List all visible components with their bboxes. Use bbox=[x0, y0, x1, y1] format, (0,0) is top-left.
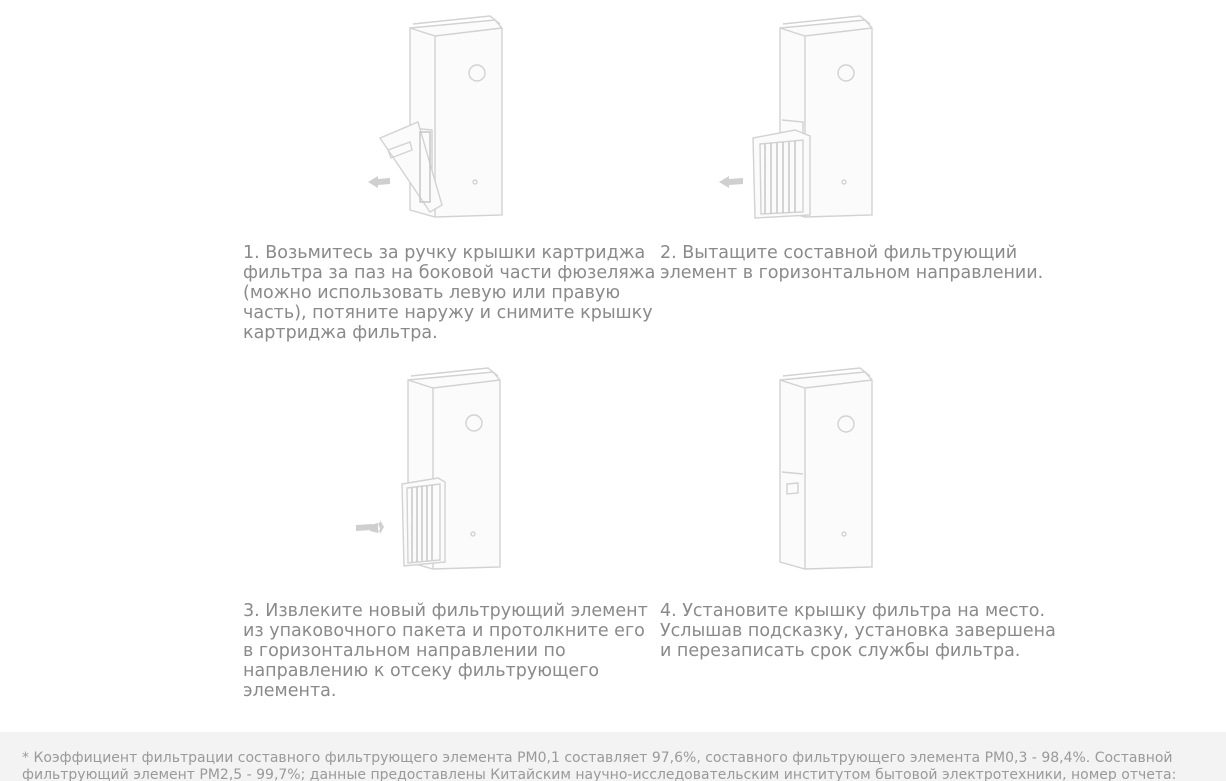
step-3-line-4: направлению к отсеку фильтрующего bbox=[243, 661, 600, 681]
step-3-line-1: 3. Извлеките новый фильтрующий элемент bbox=[243, 601, 648, 621]
step-4-text bbox=[660, 601, 1056, 661]
step-4-line-2: Услышав подсказку, установка завершена bbox=[660, 621, 1056, 641]
step-2-illustration bbox=[715, 10, 885, 225]
step-1-illustration bbox=[360, 10, 520, 225]
step-1-line-1: 1. Возьмитесь за ручку крышки картриджа bbox=[243, 243, 646, 263]
step-1-line-5: картриджа фильтра. bbox=[243, 323, 438, 343]
step-1-text bbox=[243, 243, 655, 343]
step-3-line-3: в горизонтальном направлении по bbox=[243, 641, 566, 661]
step-2-line-2: элемент в горизонтальном направлении. bbox=[660, 263, 1044, 283]
step-3-line-5: элемента. bbox=[243, 681, 337, 701]
step-4-line-3: и перезаписать срок службы фильтра. bbox=[660, 641, 1021, 661]
step-3-line-2: из упаковочного пакета и протолкните его bbox=[243, 621, 645, 641]
step-4-illustration bbox=[740, 362, 900, 577]
footnote-text: * Коэффициент фильтрации составного фильтрующего элемента PM0,1 составляет 97,6%, составного фильтрующего элемента PM0,3 - 98,4%. Составной фильтрующий элемент PM2,5 - 99,7%; данные предоставлены Китайским научно-исследовательским институтом бытовой электротехники, номер отчета: bbox=[22, 750, 1177, 781]
step-1-line-3: (можно использовать левую или правую bbox=[243, 283, 621, 303]
step-2-line-1: 2. Вытащите составной фильтрующий bbox=[660, 243, 1018, 263]
step-4-line-1: 4. Установите крышку фильтра на место. bbox=[660, 601, 1046, 621]
step-1-line-2: фильтра за паз на боковой части фюзеляжа bbox=[243, 263, 656, 283]
step-3-text bbox=[243, 601, 648, 701]
footer-band bbox=[0, 732, 1226, 781]
step-3-illustration bbox=[350, 362, 520, 577]
step-1-line-4: часть), потяните наружу и снимите крышку bbox=[243, 303, 653, 323]
step-2-text bbox=[660, 243, 1043, 283]
